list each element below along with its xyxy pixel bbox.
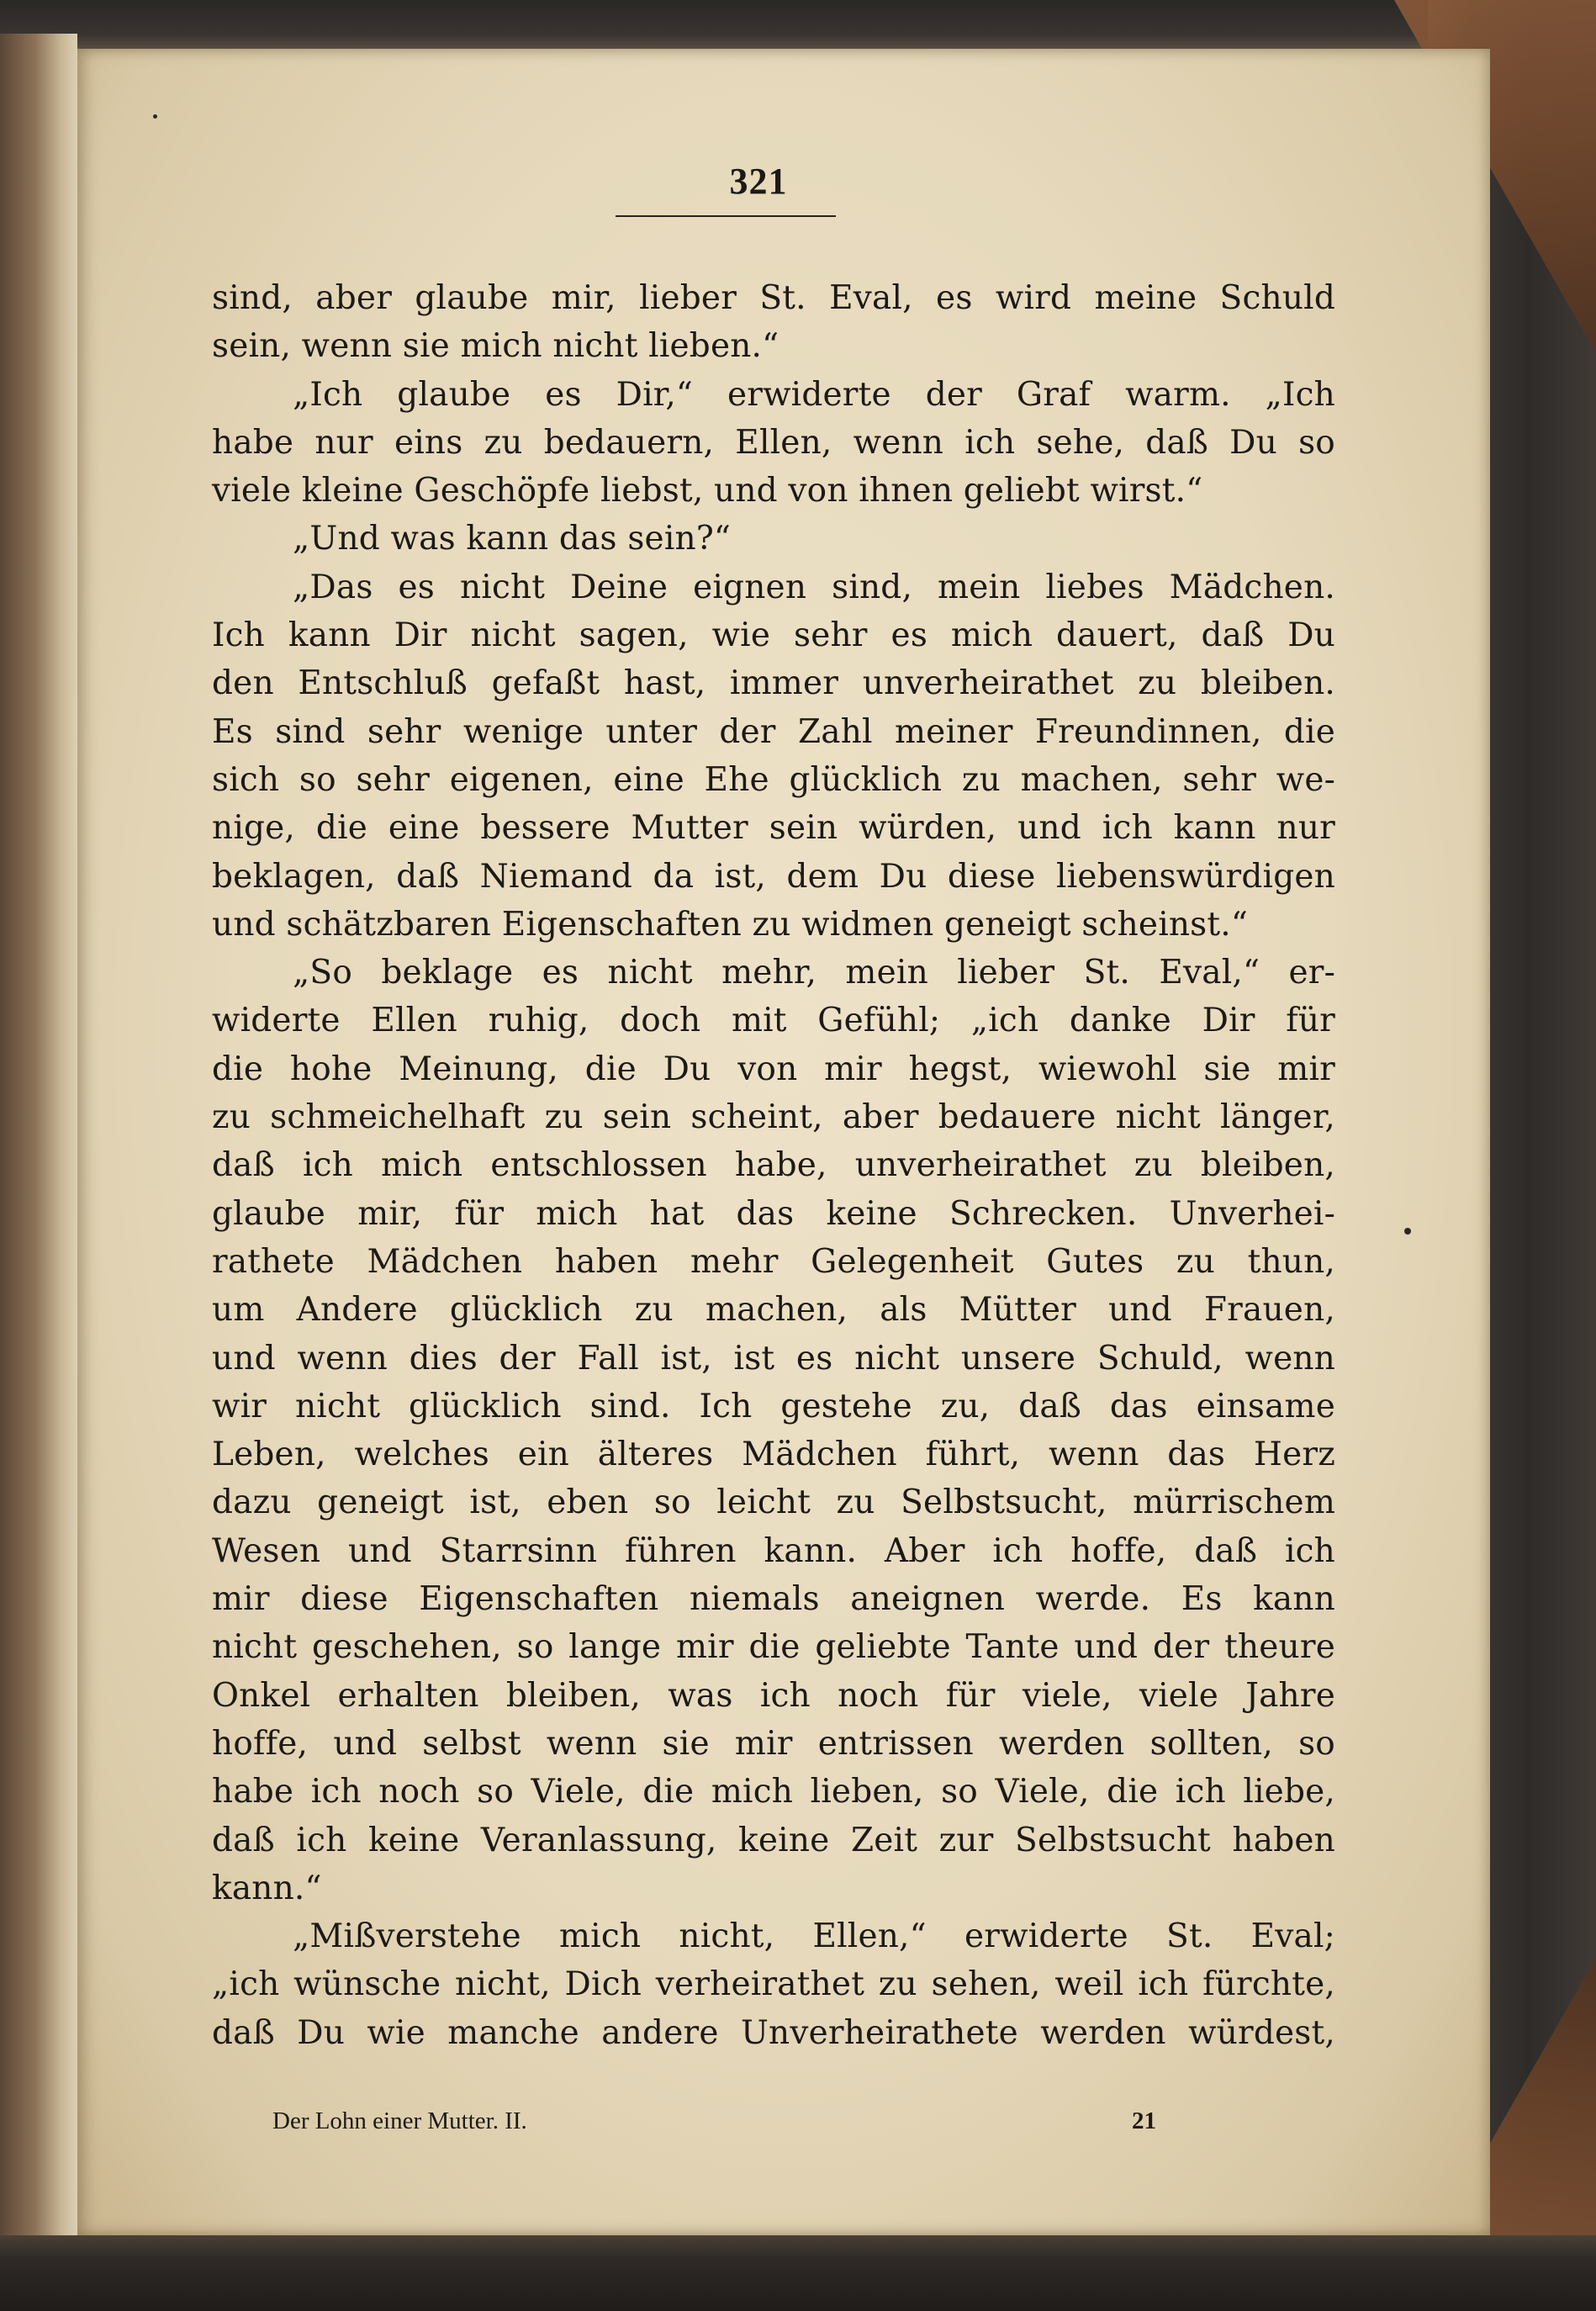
paper-speck — [1404, 1228, 1411, 1235]
text-line: „Und was kann das sein?“ — [293, 520, 732, 558]
text-line: um Andere glücklich zu machen, als Mütter und Frauen, — [212, 1291, 1335, 1330]
paper-speck — [153, 114, 157, 119]
text-line: glaube mir, für mich hat das keine Schrecken. Unverhei- — [212, 1194, 1335, 1233]
signature-title: Der Lohn einer Mutter. II. — [272, 2107, 527, 2134]
text-line: dazu geneigt ist, eben so leicht zu Selbstsucht, mürrischem — [212, 1483, 1335, 1522]
text-line: daß ich mich entschlossen habe, unverheirathet zu bleiben, — [212, 1146, 1335, 1185]
header-rule — [616, 215, 836, 217]
text-line: habe ich noch so Viele, die mich lieben, so Viele, die ich liebe, — [212, 1773, 1335, 1811]
text-line: rathete Mädchen haben mehr Gelegenheit Gutes zu thun, — [212, 1242, 1335, 1281]
text-line: sich so sehr eigenen, eine Ehe glücklich zu machen, sehr we- — [212, 760, 1335, 799]
body-text — [212, 274, 1335, 2057]
text-line: nige, die eine bessere Mutter sein würden, und ich kann nur — [212, 809, 1335, 848]
scan-top-edge — [0, 0, 1596, 50]
text-line: kann.“ — [212, 1869, 322, 1907]
text-line: Wesen und Starrsinn führen kann. Aber ich hoffe, daß ich — [212, 1531, 1335, 1570]
text-line: widerte Ellen ruhig, doch mit Gefühl; „ich danke Dir für — [212, 1002, 1335, 1040]
text-line: mir diese Eigenschaften niemals aneignen werde. Es kann — [212, 1580, 1335, 1619]
text-line: „Mißverstehe mich nicht, Ellen,“ erwiderte St. Eval; — [293, 1917, 1335, 1956]
text-line: Onkel erhalten bleiben, was ich noch für viele, viele Jahre — [212, 1676, 1335, 1715]
text-line: zu schmeichelhaft zu sein scheint, aber bedauere nicht länger, — [212, 1098, 1335, 1137]
text-line: „So beklage es nicht mehr, mein lieber St. Eval,“ er- — [293, 954, 1335, 992]
page-number: 321 — [729, 161, 788, 202]
text-line: daß ich keine Veranlassung, keine Zeit zur Selbstsucht haben — [212, 1821, 1335, 1859]
text-line: die hohe Meinung, die Du von mir hegst, wiewohl sie mir — [212, 1050, 1335, 1088]
book-page — [77, 49, 1490, 2235]
text-line: beklagen, daß Niemand da ist, dem Du diese liebenswürdigen — [212, 857, 1335, 896]
text-line: den Entschluß gefaßt hast, immer unverheirathet zu bleiben. — [212, 664, 1335, 703]
text-line: „Das es nicht Deine eignen sind, mein liebes Mädchen. — [293, 568, 1335, 606]
text-line: und schätzbaren Eigenschaften zu widmen geneigt scheinst.“ — [212, 905, 1249, 944]
text-line: Ich kann Dir nicht sagen, wie sehr es mich dauert, daß Du — [212, 616, 1335, 655]
text-line: habe nur eins zu bedauern, Ellen, wenn ich sehe, daß Du so — [212, 423, 1335, 462]
text-line: „ich wünsche nicht, Dich verheirathet zu sehen, weil ich fürchte, — [212, 1965, 1335, 2004]
text-line: Es sind sehr wenige unter der Zahl meiner Freundinnen, die — [212, 712, 1335, 751]
text-line: hoffe, und selbst wenn sie mir entrissen werden sollten, so — [212, 1724, 1335, 1763]
text-line: daß Du wie manche andere Unverheirathete werden würdest, — [212, 2013, 1335, 2052]
text-line: sind, aber glaube mir, lieber St. Eval, es wird meine Schuld — [212, 279, 1335, 317]
text-line: wir nicht glücklich sind. Ich gestehe zu, daß das einsame — [212, 1387, 1335, 1425]
book-binding-left — [0, 34, 77, 2271]
text-line: Leben, welches ein älteres Mädchen führt, wenn das Herz — [212, 1436, 1335, 1474]
signature-number: 21 — [1132, 2107, 1156, 2134]
text-line: „Ich glaube es Dir,“ erwiderte der Graf warm. „Ich — [293, 375, 1335, 414]
text-line: nicht geschehen, so lange mir die geliebte Tante und der theure — [212, 1628, 1335, 1667]
text-line: sein, wenn sie mich nicht lieben.“ — [212, 327, 780, 366]
text-line: viele kleine Geschöpfe liebst, und von ihnen geliebt wirst.“ — [212, 472, 1203, 510]
scan-bottom-edge — [0, 2235, 1596, 2311]
text-line: und wenn dies der Fall ist, ist es nicht unsere Schuld, wenn — [212, 1339, 1335, 1378]
